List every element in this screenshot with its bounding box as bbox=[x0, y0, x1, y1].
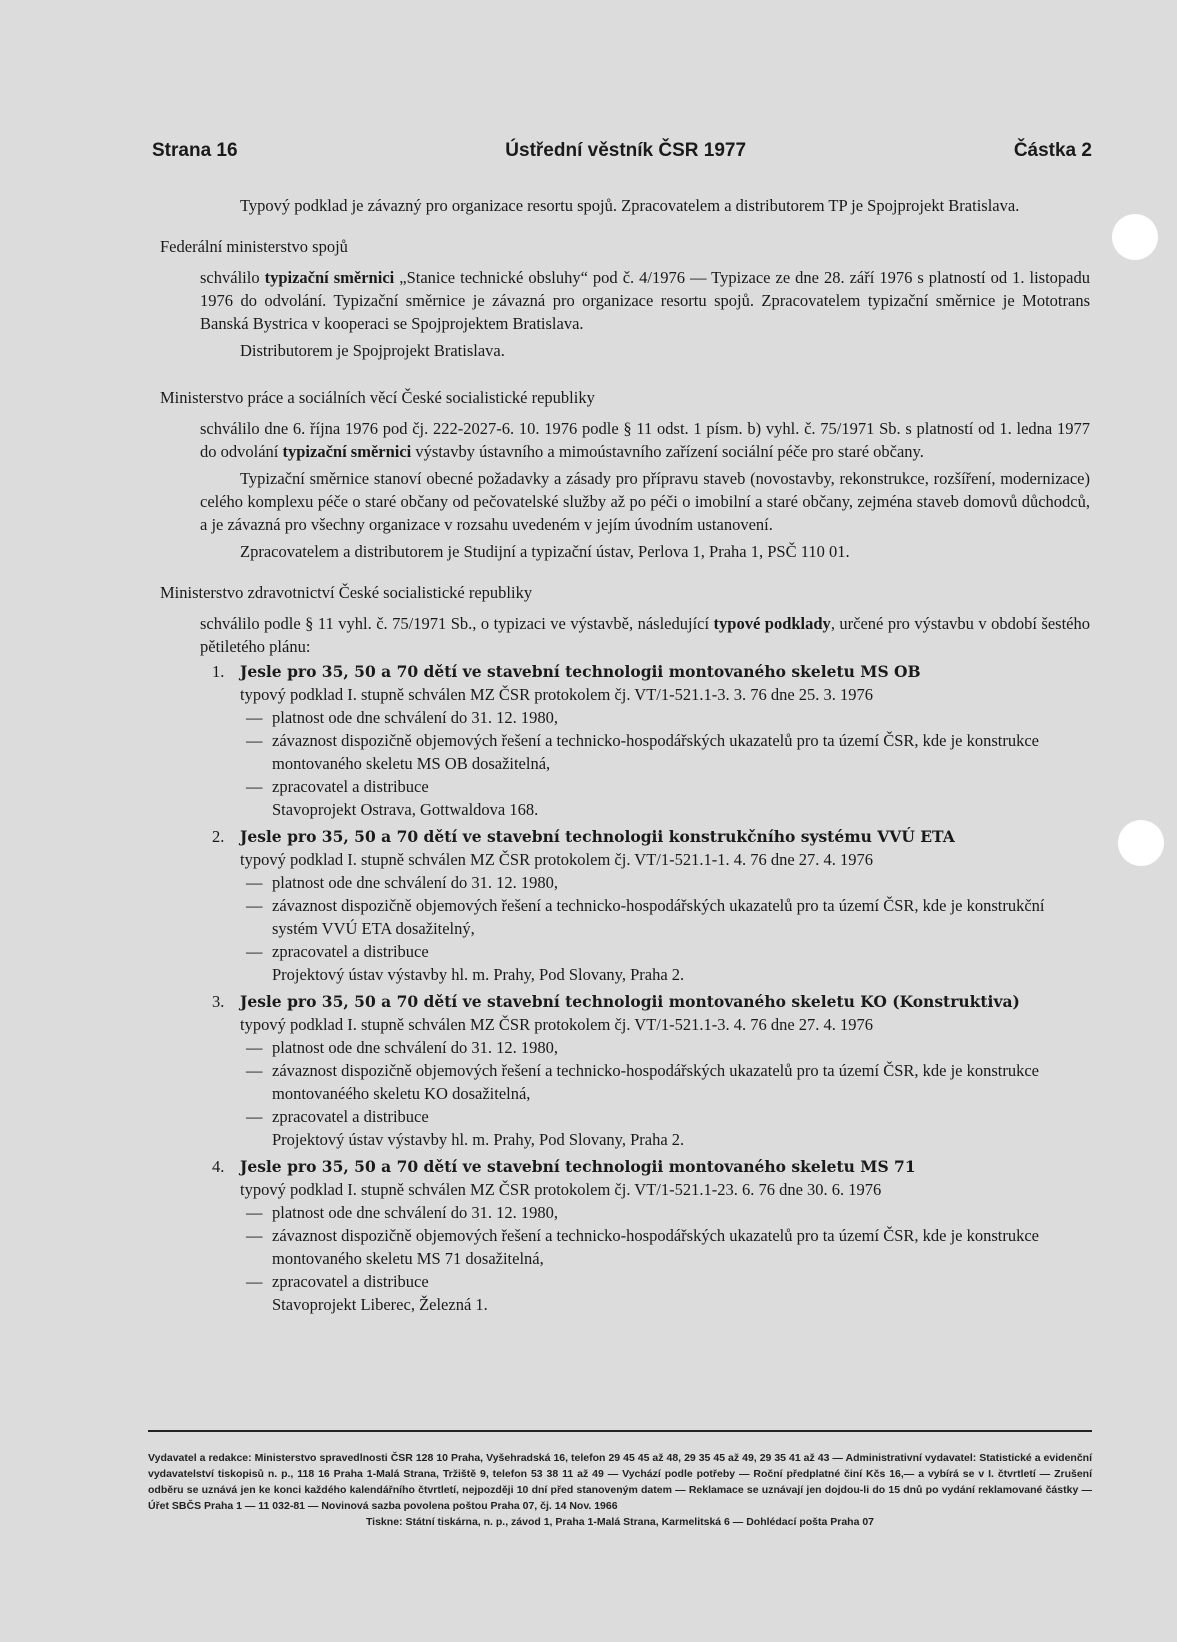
imprint-footer bbox=[148, 1450, 1092, 1530]
item-processor: Projektový ústav výstavby hl. m. Prahy, Pod Slovany, Praha 2. bbox=[272, 965, 685, 984]
bold-term: typizační směrnici bbox=[264, 268, 395, 287]
dash-item: — zpracovatel a distribuce bbox=[240, 1270, 1090, 1293]
dash-list bbox=[240, 1201, 1090, 1293]
section-paragraph: Typizační směrnice stanoví obecné požadavky a zásady pro přípravu staveb (novostavby, rekonstrukce, rozšíření, modernizace) celého komplexu péče o staré občany od pečovatelské služby až po péči o imobilní a staré občany, zejména staveb domovů důchodců, a je závazná pro všechny organizace v rozsahu uvedeném v jejím úvodním ustanovení. bbox=[200, 469, 1090, 534]
text-run: výstavby ústavního a mimoústavního zařízení sociální péče pro staré občany. bbox=[411, 442, 924, 461]
text-run: „Stanice technické obsluhy“ pod č. 4/1976 — Typizace ze dne 28. září 1976 s platností od 1. listopadu 1976 do odvolání. Typizační směrnice je závazná pro organizace resortu spojů. Zpracovatelem typizační směrnice je Mototrans Banská Bystrica v kooperaci se Spojprojektem Bratislava. bbox=[200, 268, 1090, 333]
dash-item: — platnost ode dne schválení do 31. 12. 1980, bbox=[240, 706, 1090, 729]
punch-hole bbox=[1112, 214, 1158, 260]
section-paragraph: Distributorem je Spojprojekt Bratislava. bbox=[240, 341, 505, 360]
page-number: Strana 16 bbox=[152, 140, 238, 161]
item-title: Jesle pro 35, 50 a 70 dětí ve stavební technologii montovaného skeletu MS OB bbox=[240, 662, 921, 681]
item-title: Jesle pro 35, 50 a 70 dětí ve stavební technologii montovaného skeletu KO (Konstruktiva) bbox=[240, 992, 1020, 1011]
bold-term: typizační směrnici bbox=[282, 442, 412, 461]
dash-list bbox=[240, 871, 1090, 963]
dash-item: — závaznost dispozičně objemových řešení a technicko-hospodářských ukazatelů pro ta území ČSR, kde je konstrukční systém VVÚ ETA dosažitelný, bbox=[240, 894, 1090, 940]
dash-item: — závaznost dispozičně objemových řešení a technicko-hospodářských ukazatelů pro ta území ČSR, kde je konstrukce montovaného skeletu MS OB dosažitelná, bbox=[240, 729, 1090, 775]
item-title: Jesle pro 35, 50 a 70 dětí ve stavební technologii montovaného skeletu MS 71 bbox=[240, 1157, 916, 1176]
footer-divider bbox=[148, 1430, 1092, 1432]
section-paragraph bbox=[200, 417, 1090, 463]
section-heading: Federální ministerstvo spojů bbox=[160, 237, 348, 256]
dash-item: — zpracovatel a distribuce bbox=[240, 940, 1090, 963]
section-heading: Ministerstvo práce a sociálních věcí České socialistické republiky bbox=[160, 388, 595, 407]
item-approval: typový podklad I. stupně schválen MZ ČSR protokolem čj. VT/1-521.1-23. 6. 76 dne 30. 6. 1976 bbox=[240, 1180, 882, 1199]
item-approval: typový podklad I. stupně schválen MZ ČSR protokolem čj. VT/1-521.1-3. 3. 76 dne 25. 3. 1976 bbox=[240, 685, 874, 704]
text-run: schválilo podle § 11 vyhl. č. 75/1971 Sb., o typizaci ve výstavbě, následující bbox=[200, 614, 714, 633]
dash-list bbox=[240, 1036, 1090, 1128]
item-processor: Stavoprojekt Liberec, Železná 1. bbox=[272, 1295, 488, 1314]
item-title: Jesle pro 35, 50 a 70 dětí ve stavební technologii konstrukčního systému VVÚ ETA bbox=[240, 827, 955, 846]
dash-item: — platnost ode dne schválení do 31. 12. 1980, bbox=[240, 1036, 1090, 1059]
section-paragraph: Zpracovatelem a distributorem je Studijní a typizační ústav, Perlova 1, Praha 1, PSČ 110 01. bbox=[240, 542, 850, 561]
punch-hole bbox=[1118, 820, 1164, 866]
journal-title: Ústřední věstník ČSR 1977 bbox=[505, 140, 747, 161]
section-paragraph bbox=[200, 612, 1090, 658]
dash-item: — platnost ode dne schválení do 31. 12. 1980, bbox=[240, 871, 1090, 894]
item-processor: Projektový ústav výstavby hl. m. Prahy, Pod Slovany, Praha 2. bbox=[272, 1130, 685, 1149]
dash-item: — závaznost dispozičně objemových řešení a technicko-hospodářských ukazatelů pro ta území ČSR, kde je konstrukce montovaného skeletu MS 71 dosažitelná, bbox=[240, 1224, 1090, 1270]
text-run: , určené pro výstavbu v období šestého pětiletého plánu: bbox=[200, 614, 1090, 656]
dash-item: — zpracovatel a distribuce bbox=[240, 775, 1090, 798]
list-item bbox=[212, 990, 1090, 1151]
item-number: 4. bbox=[212, 1157, 225, 1176]
list-item bbox=[212, 660, 1090, 821]
dash-item: — závaznost dispozičně objemových řešení a technicko-hospodářských ukazatelů pro ta území ČSR, kde je konstrukce montovanéého skeletu KO dosažitelná, bbox=[240, 1059, 1090, 1105]
page-header bbox=[152, 140, 1092, 162]
dash-list bbox=[240, 706, 1090, 798]
item-number: 2. bbox=[212, 827, 225, 846]
text-run: schválilo dne 6. října 1976 pod čj. 222-2027-6. 10. 1976 podle § 11 odst. 1 písm. b) vyhl. č. 75/1971 Sb. s platností od 1. ledna 1977 do odvolání bbox=[200, 419, 1090, 461]
item-approval: typový podklad I. stupně schválen MZ ČSR protokolem čj. VT/1-521.1-1. 4. 76 dne 27. 4. 1976 bbox=[240, 850, 874, 869]
item-number: 1. bbox=[212, 662, 225, 681]
imprint-text: Vydavatel a redakce: Ministerstvo spravedlnosti ČSR 128 10 Praha, Vyšehradská 16, telefon 29 45 45 až 48, 29 35 45 až 49, 29 35 41 až 43 — Administrativní vydavatel: Statistické a evidenční vydavatelství tiskopisů n. p., 118 16 Praha 1-Malá Strana, Tržiště 9, telefon 53 38 11 až 49 — Vychází podle potřeby — Roční předplatné činí Kčs 16,— a vybírá se v I. čtvrtletí — Zrušení odběru se uznává jen ke konci každého kalendářního čtvrtletí, nejpozději 10 dní před stanoveným datem — Reklamace se uznávají jen dojdou-li do 15 dnů po vydání reklamované částky — Úřet SBČS Praha 1 — 11 032-81 — Novinová sazba povolena poštou Praha 07, čj. 14 Nov. 1966 bbox=[148, 1452, 1092, 1512]
item-number: 3. bbox=[212, 992, 225, 1011]
section-heading: Ministerstvo zdravotnictví České socialistické republiky bbox=[160, 583, 533, 602]
dash-item: — platnost ode dne schválení do 31. 12. 1980, bbox=[240, 1201, 1090, 1224]
printer-line: Tiskne: Státní tiskárna, n. p., závod 1, Praha 1-Malá Strana, Karmelitská 6 — Dohlédací pošta Praha 07 bbox=[365, 1516, 875, 1528]
list-item bbox=[212, 1155, 1090, 1316]
issue-part: Částka 2 bbox=[1013, 140, 1092, 161]
list-item bbox=[212, 825, 1090, 986]
intro-paragraph: Typový podklad je závazný pro organizace resortu spojů. Zpracovatelem a distributorem TP je Spojprojekt Bratislava. bbox=[240, 196, 1020, 215]
text-run: schválilo bbox=[200, 268, 265, 287]
item-approval: typový podklad I. stupně schválen MZ ČSR protokolem čj. VT/1-521.1-3. 4. 76 dne 27. 4. 1976 bbox=[240, 1015, 874, 1034]
dash-item: — zpracovatel a distribuce bbox=[240, 1105, 1090, 1128]
page-content bbox=[160, 194, 1090, 1320]
section-paragraph bbox=[200, 266, 1090, 335]
bold-term: typové podklady bbox=[713, 614, 831, 633]
item-processor: Stavoprojekt Ostrava, Gottwaldova 168. bbox=[272, 800, 539, 819]
item-list bbox=[160, 660, 1090, 1316]
